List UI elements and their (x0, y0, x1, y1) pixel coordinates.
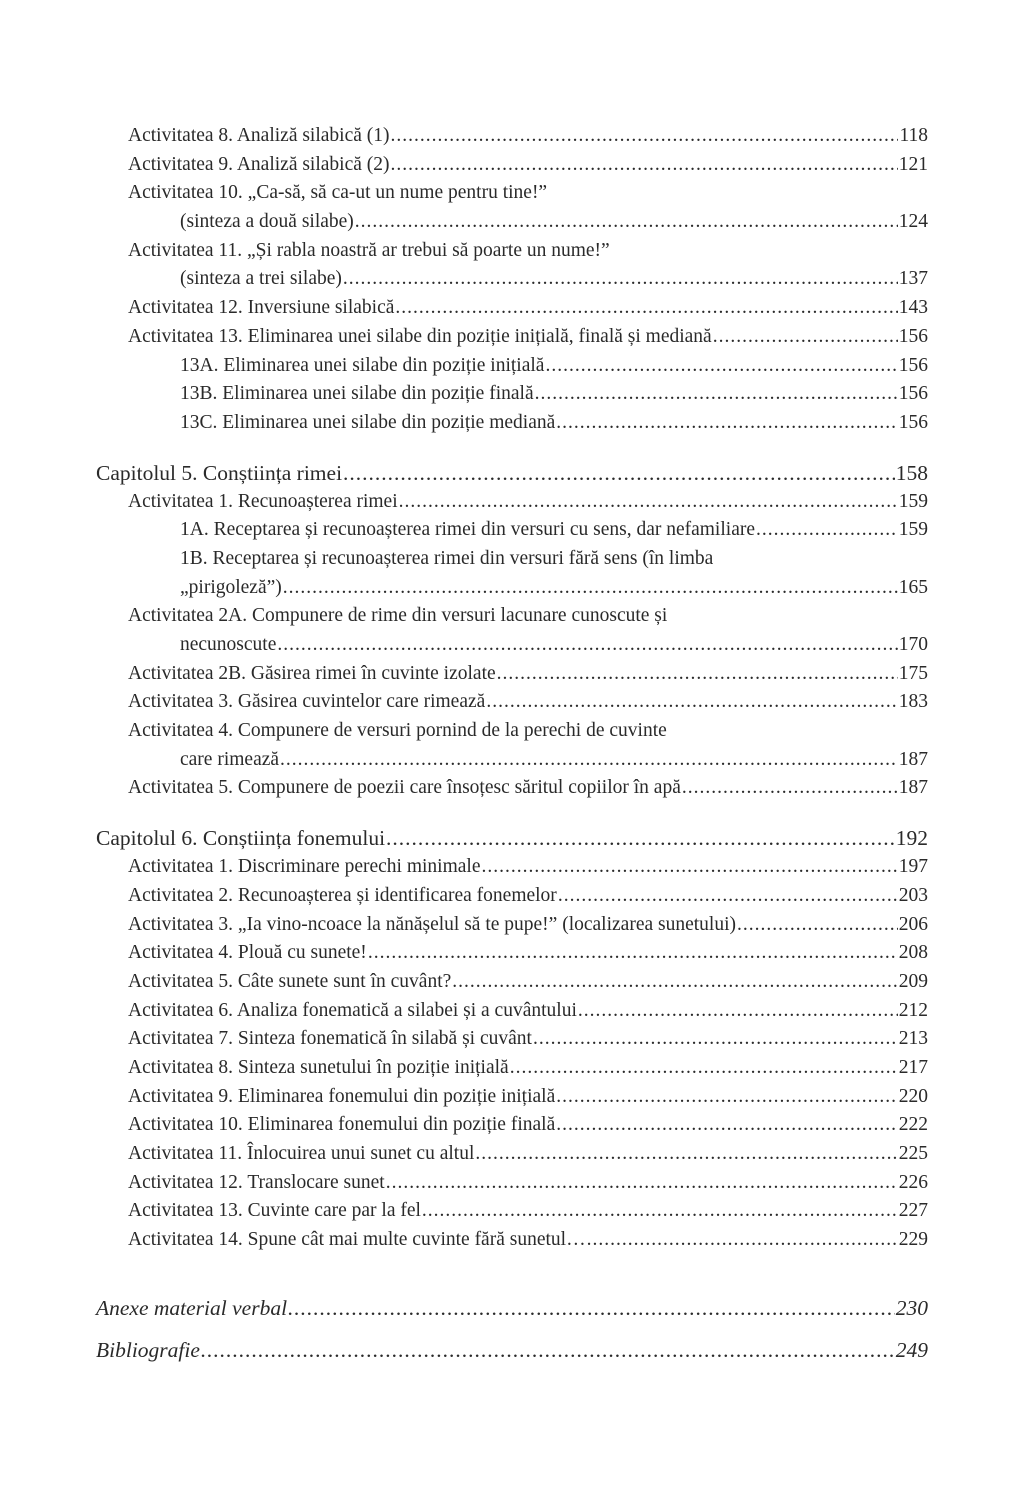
dot-leader (486, 688, 897, 717)
toc-subentry-continuation (0, 574, 1024, 603)
dot-leader (510, 1054, 898, 1083)
toc-entry (0, 1226, 1024, 1255)
page-number: 197 (898, 856, 928, 878)
toc-subentry (0, 352, 1024, 381)
dot-leader (545, 352, 897, 381)
dot-leader (395, 294, 897, 323)
page-number: 170 (898, 634, 928, 655)
toc-entry (0, 997, 1024, 1026)
toc-entry (0, 1169, 1024, 1198)
entry-title: Activitatea 8. Sinteza sunetului în poziție inițială (128, 1056, 509, 1078)
toc-entry-continuation (0, 746, 1024, 775)
entry-title: Activitatea 3. Găsirea cuvintelor care rimează (128, 691, 486, 713)
toc-entry (0, 1083, 1024, 1112)
dot-leader (280, 746, 898, 775)
entry-title: 1B. Receptarea și recunoașterea rimei din versuri fără sens (în limba (180, 547, 714, 569)
dot-leader (288, 1287, 895, 1329)
entry-title: Activitatea 12. Inversiune silabică (128, 297, 395, 319)
dot-leader (452, 968, 897, 997)
toc-entry (0, 1025, 1024, 1054)
dot-leader (343, 265, 898, 294)
toc-entry (0, 911, 1024, 940)
dot-leader (391, 122, 899, 151)
table-of-contents (0, 122, 1024, 1371)
page-number: 222 (898, 1114, 928, 1136)
dot-leader (422, 1197, 898, 1226)
entry-title: Activitatea 9. Eliminarea fonemului din poziție inițială (128, 1085, 556, 1107)
entry-title: 13A. Eliminarea unei silabe din poziție inițială (180, 354, 545, 376)
toc-subentry (0, 380, 1024, 409)
entry-title: Activitatea 3. „Ia vino-ncoace la nănășelul să te pupe!” (localizarea sunetului) (128, 913, 736, 935)
entry-title: Capitolul 5. Conștiința rimei (96, 460, 343, 485)
dot-leader (482, 853, 898, 882)
page-number: 212 (898, 999, 928, 1021)
entry-title: Activitatea 8. Analiză silabică (1) (128, 125, 390, 146)
dot-leader (399, 488, 898, 517)
toc-entry (0, 122, 1024, 151)
entry-title: Activitatea 2A. Compunere de rime din versuri lacunare cunoscute și (128, 605, 668, 627)
entry-title: Activitatea 1. Recunoașterea rimei (128, 490, 398, 512)
dot-leader (558, 882, 898, 911)
toc-entry (0, 1140, 1024, 1169)
entry-title: Activitatea 2B. Găsirea rimei în cuvinte izolate (128, 662, 496, 684)
dot-leader (497, 660, 898, 689)
entry-title: necunoscute (180, 634, 277, 655)
dot-leader (556, 1083, 898, 1112)
dot-leader (201, 1329, 895, 1371)
entry-title: Activitatea 11. „Și rabla noastră ar trebui să poarte un nume!” (128, 239, 610, 261)
page-number: 226 (898, 1171, 928, 1193)
toc-entry (0, 1054, 1024, 1083)
page-number: 156 (898, 354, 928, 376)
page-number: 159 (898, 519, 928, 541)
dot-leader (368, 939, 898, 968)
entry-title: Activitatea 2. Recunoașterea și identificarea fonemelor (128, 884, 557, 906)
entry-title: 13B. Eliminarea unei silabe din poziție finală (180, 383, 534, 405)
dot-leader (386, 1169, 898, 1198)
entry-title: Activitatea 14. Spune cât mai multe cuvinte fără sunetul… (128, 1229, 586, 1251)
page-number: 227 (898, 1200, 928, 1222)
entry-title: Activitatea 13. Cuvinte care par la fel (128, 1200, 421, 1222)
dot-leader (391, 151, 898, 180)
dot-leader (713, 323, 898, 352)
dot-leader (355, 208, 898, 237)
dot-leader (343, 458, 895, 488)
toc-entry-continuation (0, 265, 1024, 294)
page-number: 229 (898, 1229, 928, 1251)
page-number: 156 (898, 411, 928, 433)
page-number: 209 (898, 970, 928, 992)
dot-leader (277, 631, 897, 660)
toc-annex (0, 1329, 1024, 1371)
page-number: 187 (898, 777, 928, 799)
page-number: 203 (898, 884, 928, 906)
page-number: 159 (898, 490, 928, 512)
entry-title: Activitatea 5. Câte sunete sunt în cuvânt? (128, 970, 452, 992)
page-number: 225 (898, 1143, 928, 1164)
page-number: 187 (898, 748, 928, 770)
page-number: 183 (898, 691, 928, 713)
dot-leader (556, 409, 897, 438)
page-number: 156 (898, 325, 928, 347)
page-number: 208 (898, 942, 928, 964)
dot-leader (386, 823, 895, 853)
toc-subentry (0, 545, 1024, 574)
toc-entry (0, 882, 1024, 911)
toc-chapter (0, 823, 1024, 853)
entry-title: Activitatea 6. Analiza fonematică a silabei și a cuvântului (128, 999, 577, 1021)
page-number: 175 (898, 662, 928, 684)
page-number: 217 (898, 1056, 928, 1078)
entry-title: Activitatea 4. Compunere de versuri pornind de la perechi de cuvinte (128, 720, 667, 742)
toc-entry-continuation (0, 631, 1024, 660)
entry-title: 13C. Eliminarea unei silabe din poziție mediană (180, 411, 556, 433)
toc-entry (0, 1197, 1024, 1226)
page-number: 249 (895, 1337, 928, 1362)
toc-entry (0, 939, 1024, 968)
entry-title: Anexe material verbal (96, 1295, 288, 1320)
toc-annex (0, 1287, 1024, 1329)
entry-title: (sinteza a trei silabe) (180, 268, 342, 290)
dot-leader (533, 1025, 898, 1054)
entry-title: Activitatea 12. Translocare sunet (128, 1171, 385, 1193)
entry-title: 1A. Receptarea și recunoașterea rimei din versuri cu sens, dar nefamiliare (180, 519, 755, 541)
entry-title: Activitatea 9. Analiză silabică (2) (128, 153, 390, 175)
toc-entry (0, 179, 1024, 208)
page-number: 206 (898, 913, 928, 935)
entry-title: Activitatea 10. Eliminarea fonemului din poziție finală (128, 1114, 556, 1136)
page-number: 165 (898, 576, 928, 598)
toc-entry (0, 151, 1024, 180)
entry-title: Activitatea 10. „Ca-să, să ca-ut un nume pentru tine!” (128, 182, 548, 204)
dot-leader (535, 380, 898, 409)
page-number: 156 (898, 383, 928, 405)
dot-leader (283, 574, 898, 603)
page-number: 158 (895, 460, 928, 485)
toc-entry (0, 853, 1024, 882)
toc-entry (0, 717, 1024, 746)
entry-title: Activitatea 11. Înlocuirea unui sunet cu altul (128, 1143, 475, 1164)
page-number: 230 (895, 1295, 928, 1320)
toc-entry (0, 1111, 1024, 1140)
toc-entry-continuation (0, 208, 1024, 237)
toc-entry (0, 488, 1024, 517)
entry-title: Activitatea 7. Sinteza fonematică în silabă și cuvânt (128, 1028, 532, 1050)
entry-title: care rimează (180, 748, 280, 770)
dot-leader (556, 1111, 898, 1140)
toc-entry (0, 323, 1024, 352)
page-number: 220 (898, 1085, 928, 1107)
toc-entry (0, 237, 1024, 266)
page-number: 137 (898, 268, 928, 290)
toc-entry (0, 602, 1024, 631)
toc-entry (0, 688, 1024, 717)
page-number: 192 (895, 826, 928, 851)
toc-entry (0, 660, 1024, 689)
toc-entry (0, 294, 1024, 323)
dot-leader (737, 911, 898, 940)
entry-title: Activitatea 4. Plouă cu sunete! (128, 942, 367, 964)
entry-title: Activitatea 1. Discriminare perechi minimale (128, 856, 481, 878)
toc-subentry (0, 409, 1024, 438)
entry-title: Activitatea 5. Compunere de poezii care însoțesc săritul copiilor în apă (128, 777, 681, 799)
dot-leader (475, 1140, 897, 1169)
toc-entry (0, 774, 1024, 803)
page-number: 213 (898, 1028, 928, 1050)
dot-leader (682, 774, 898, 803)
entry-title: „pirigoleză”) (180, 576, 282, 598)
page-number: 124 (898, 211, 928, 233)
entry-title: Activitatea 13. Eliminarea unei silabe din poziție inițială, finală și mediană (128, 325, 712, 347)
dot-leader (756, 516, 898, 545)
toc-subentry (0, 516, 1024, 545)
entry-title: Bibliografie (96, 1337, 200, 1362)
page-number: 121 (898, 153, 928, 175)
entry-title: (sinteza a două silabe) (180, 211, 354, 233)
toc-chapter (0, 458, 1024, 488)
entry-title: Capitolul 6. Conștiința fonemului (96, 826, 386, 851)
toc-entry (0, 968, 1024, 997)
dot-leader (578, 997, 898, 1026)
dot-leader (587, 1226, 898, 1255)
page-number: 118 (899, 125, 928, 146)
page-number: 143 (898, 297, 928, 319)
